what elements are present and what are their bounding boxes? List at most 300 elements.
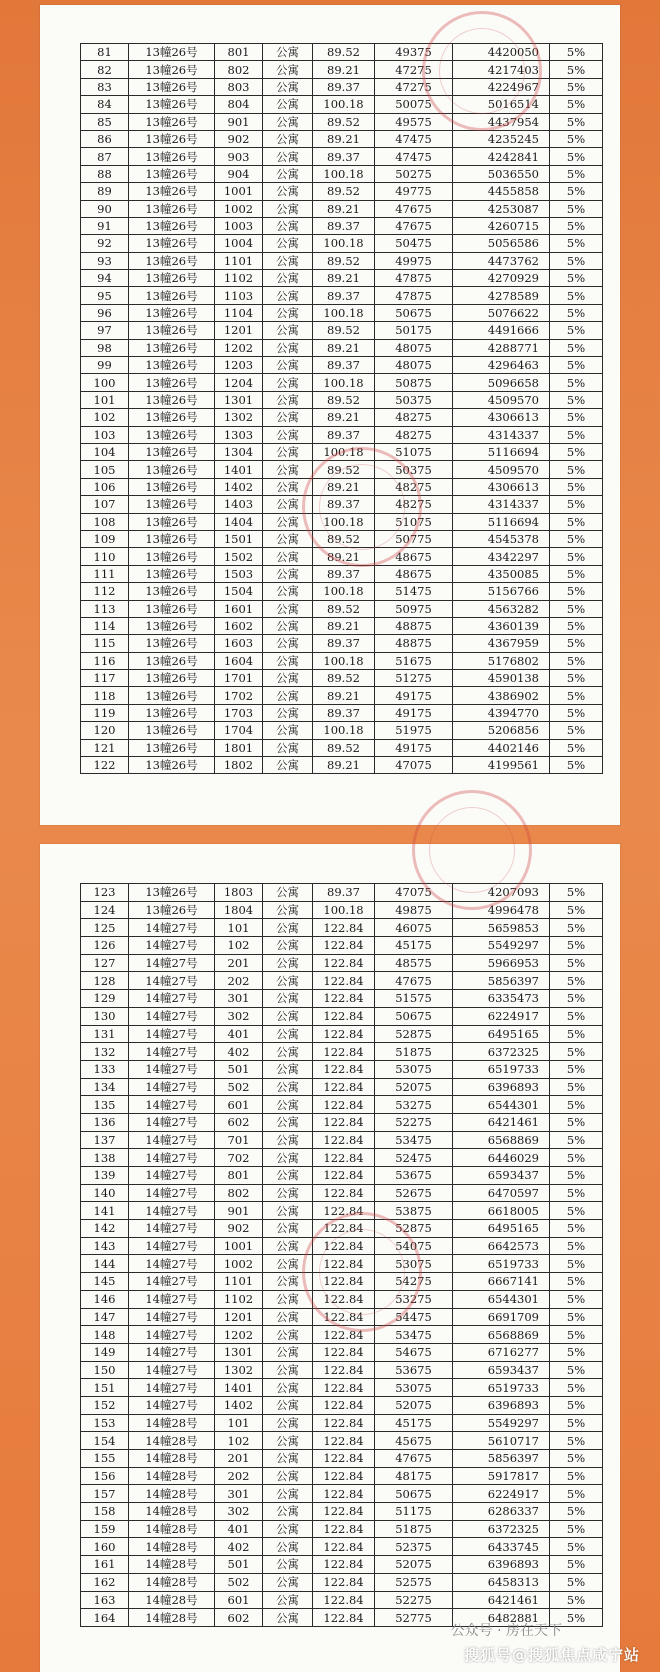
cell-room-number: 1601: [215, 600, 263, 617]
cell-area: 122.84: [313, 1131, 375, 1149]
cell-row-number: 115: [81, 635, 129, 652]
cell-property-type: 公寓: [263, 443, 313, 460]
cell-property-type: 公寓: [263, 600, 313, 617]
cell-discount: 5%: [550, 130, 603, 147]
cell-building-unit: 13幢26号: [129, 565, 215, 582]
cell-room-number: 802: [215, 61, 263, 78]
cell-discount: 5%: [550, 200, 603, 217]
cell-discount: 5%: [550, 1308, 603, 1326]
table-row: [81, 374, 603, 391]
table-row: [81, 148, 603, 165]
cell-room-number: 502: [215, 1078, 263, 1096]
cell-building-unit: 14幢27号: [129, 1379, 215, 1397]
cell-discount: 5%: [550, 1007, 603, 1025]
cell-row-number: 95: [81, 287, 129, 304]
cell-property-type: 公寓: [263, 339, 313, 356]
cell-row-number: 153: [81, 1414, 129, 1432]
cell-total-price: 6396893: [453, 1396, 550, 1414]
table-row: [81, 513, 603, 530]
cell-building-unit: 14幢28号: [129, 1573, 215, 1591]
cell-room-number: 101: [215, 919, 263, 937]
cell-unit-price: 49175: [375, 739, 453, 756]
cell-property-type: 公寓: [263, 113, 313, 130]
table-row: [81, 1060, 603, 1078]
cell-area: 89.37: [313, 635, 375, 652]
cell-area: 122.84: [313, 1503, 375, 1521]
cell-unit-price: 50875: [375, 374, 453, 391]
cell-property-type: 公寓: [263, 44, 313, 61]
cell-building-unit: 14幢27号: [129, 1007, 215, 1025]
cell-total-price: 5116694: [453, 513, 550, 530]
cell-row-number: 157: [81, 1485, 129, 1503]
cell-property-type: 公寓: [263, 200, 313, 217]
cell-area: 89.21: [313, 130, 375, 147]
cell-room-number: 902: [215, 1220, 263, 1238]
table-row: [81, 1485, 603, 1503]
cell-area: 89.52: [313, 322, 375, 339]
cell-row-number: 134: [81, 1078, 129, 1096]
cell-discount: 5%: [550, 739, 603, 756]
cell-total-price: 6495165: [453, 1220, 550, 1238]
cell-row-number: 150: [81, 1361, 129, 1379]
table-row: [81, 919, 603, 937]
cell-row-number: 128: [81, 972, 129, 990]
cell-row-number: 162: [81, 1573, 129, 1591]
cell-property-type: 公寓: [263, 1237, 313, 1255]
cell-area: 122.84: [313, 990, 375, 1008]
cell-area: 89.52: [313, 44, 375, 61]
cell-building-unit: 14幢28号: [129, 1556, 215, 1574]
cell-discount: 5%: [550, 1379, 603, 1397]
cell-room-number: 1104: [215, 304, 263, 321]
cell-row-number: 159: [81, 1520, 129, 1538]
cell-row-number: 138: [81, 1149, 129, 1167]
cell-property-type: 公寓: [263, 1220, 313, 1238]
cell-building-unit: 13幢26号: [129, 722, 215, 739]
cell-area: 122.84: [313, 1043, 375, 1061]
cell-property-type: 公寓: [263, 1131, 313, 1149]
cell-total-price: 4394770: [453, 704, 550, 721]
cell-building-unit: 13幢26号: [129, 165, 215, 182]
table-row: [81, 1184, 603, 1202]
table-row: [81, 391, 603, 408]
table-row: [81, 165, 603, 182]
cell-discount: 5%: [550, 461, 603, 478]
cell-unit-price: 52875: [375, 1025, 453, 1043]
cell-room-number: 1201: [215, 322, 263, 339]
cell-discount: 5%: [550, 1361, 603, 1379]
cell-discount: 5%: [550, 1414, 603, 1432]
cell-room-number: 502: [215, 1573, 263, 1591]
cell-building-unit: 14幢27号: [129, 1025, 215, 1043]
cell-room-number: 901: [215, 113, 263, 130]
cell-property-type: 公寓: [263, 901, 313, 919]
cell-total-price: 6470597: [453, 1184, 550, 1202]
cell-property-type: 公寓: [263, 617, 313, 634]
cell-room-number: 202: [215, 1467, 263, 1485]
cell-property-type: 公寓: [263, 1167, 313, 1185]
cell-area: 89.52: [313, 391, 375, 408]
cell-area: 122.84: [313, 1538, 375, 1556]
cell-discount: 5%: [550, 78, 603, 95]
table-row: [81, 722, 603, 739]
cell-room-number: 1204: [215, 374, 263, 391]
cell-area: 89.52: [313, 530, 375, 547]
cell-building-unit: 13幢26号: [129, 461, 215, 478]
cell-discount: 5%: [550, 687, 603, 704]
cell-area: 122.84: [313, 1167, 375, 1185]
cell-property-type: 公寓: [263, 1396, 313, 1414]
cell-row-number: 151: [81, 1379, 129, 1397]
cell-building-unit: 14幢27号: [129, 937, 215, 955]
cell-row-number: 154: [81, 1432, 129, 1450]
cell-building-unit: 13幢26号: [129, 374, 215, 391]
cell-building-unit: 14幢27号: [129, 1096, 215, 1114]
cell-row-number: 82: [81, 61, 129, 78]
cell-unit-price: 51575: [375, 990, 453, 1008]
cell-room-number: 904: [215, 165, 263, 182]
table-row: [81, 1096, 603, 1114]
table-row: [81, 1131, 603, 1149]
cell-row-number: 110: [81, 548, 129, 565]
cell-property-type: 公寓: [263, 148, 313, 165]
cell-unit-price: 48275: [375, 409, 453, 426]
cell-room-number: 401: [215, 1025, 263, 1043]
cell-building-unit: 13幢26号: [129, 704, 215, 721]
cell-unit-price: 47075: [375, 757, 453, 774]
table-row: [81, 1202, 603, 1220]
cell-area: 89.37: [313, 496, 375, 513]
cell-building-unit: 14幢27号: [129, 1131, 215, 1149]
cell-building-unit: 13幢26号: [129, 235, 215, 252]
cell-total-price: 5610717: [453, 1432, 550, 1450]
table-row: [81, 1538, 603, 1556]
cell-unit-price: 48675: [375, 548, 453, 565]
cell-row-number: 125: [81, 919, 129, 937]
table-row: [81, 287, 603, 304]
cell-area: 122.84: [313, 972, 375, 990]
cell-building-unit: 14幢27号: [129, 1237, 215, 1255]
cell-property-type: 公寓: [263, 1078, 313, 1096]
cell-total-price: 6642573: [453, 1237, 550, 1255]
cell-row-number: 96: [81, 304, 129, 321]
cell-unit-price: 49175: [375, 687, 453, 704]
table-row: [81, 44, 603, 61]
table-row: [81, 617, 603, 634]
cell-area: 122.84: [313, 1290, 375, 1308]
cell-room-number: 401: [215, 1520, 263, 1538]
cell-total-price: 4342297: [453, 548, 550, 565]
cell-total-price: 6335473: [453, 990, 550, 1008]
cell-total-price: 4455858: [453, 183, 550, 200]
cell-property-type: 公寓: [263, 1609, 313, 1627]
cell-row-number: 114: [81, 617, 129, 634]
cell-discount: 5%: [550, 426, 603, 443]
cell-unit-price: 48675: [375, 565, 453, 582]
cell-discount: 5%: [550, 1432, 603, 1450]
cell-discount: 5%: [550, 583, 603, 600]
cell-total-price: 5036550: [453, 165, 550, 182]
cell-room-number: 501: [215, 1556, 263, 1574]
cell-building-unit: 13幢26号: [129, 757, 215, 774]
cell-row-number: 109: [81, 530, 129, 547]
cell-property-type: 公寓: [263, 937, 313, 955]
cell-building-unit: 13幢26号: [129, 739, 215, 756]
cell-total-price: 6286337: [453, 1503, 550, 1521]
cell-room-number: 1304: [215, 443, 263, 460]
cell-area: 122.84: [313, 1255, 375, 1273]
cell-room-number: 1201: [215, 1308, 263, 1326]
table-row: [81, 1220, 603, 1238]
cell-row-number: 144: [81, 1255, 129, 1273]
cell-property-type: 公寓: [263, 652, 313, 669]
cell-discount: 5%: [550, 1167, 603, 1185]
cell-unit-price: 48875: [375, 635, 453, 652]
cell-row-number: 86: [81, 130, 129, 147]
cell-discount: 5%: [550, 44, 603, 61]
cell-property-type: 公寓: [263, 1432, 313, 1450]
cell-total-price: 4278589: [453, 287, 550, 304]
cell-discount: 5%: [550, 635, 603, 652]
cell-area: 122.84: [313, 1326, 375, 1344]
cell-building-unit: 14幢28号: [129, 1485, 215, 1503]
cell-discount: 5%: [550, 1220, 603, 1238]
cell-room-number: 1604: [215, 652, 263, 669]
cell-unit-price: 47475: [375, 130, 453, 147]
cell-property-type: 公寓: [263, 548, 313, 565]
cell-total-price: 6421461: [453, 1591, 550, 1609]
cell-building-unit: 13幢26号: [129, 617, 215, 634]
cell-building-unit: 14幢27号: [129, 1290, 215, 1308]
cell-room-number: 302: [215, 1007, 263, 1025]
cell-property-type: 公寓: [263, 919, 313, 937]
cell-total-price: 4270929: [453, 270, 550, 287]
cell-property-type: 公寓: [263, 583, 313, 600]
cell-total-price: 5206856: [453, 722, 550, 739]
cell-discount: 5%: [550, 1591, 603, 1609]
cell-total-price: 4996478: [453, 901, 550, 919]
cell-total-price: 6667141: [453, 1273, 550, 1291]
cell-unit-price: 51975: [375, 722, 453, 739]
table-row: [81, 635, 603, 652]
cell-room-number: 1301: [215, 391, 263, 408]
cell-property-type: 公寓: [263, 1485, 313, 1503]
cell-property-type: 公寓: [263, 409, 313, 426]
cell-unit-price: 52075: [375, 1078, 453, 1096]
cell-room-number: 1704: [215, 722, 263, 739]
table-row: [81, 1273, 603, 1291]
cell-discount: 5%: [550, 478, 603, 495]
cell-property-type: 公寓: [263, 270, 313, 287]
cell-discount: 5%: [550, 287, 603, 304]
cell-room-number: 1703: [215, 704, 263, 721]
cell-area: 89.21: [313, 687, 375, 704]
cell-row-number: 119: [81, 704, 129, 721]
cell-total-price: 4509570: [453, 461, 550, 478]
cell-row-number: 117: [81, 670, 129, 687]
cell-area: 89.37: [313, 217, 375, 234]
cell-area: 122.84: [313, 1237, 375, 1255]
table-row: [81, 652, 603, 669]
cell-room-number: 1504: [215, 583, 263, 600]
cell-row-number: 121: [81, 739, 129, 756]
cell-property-type: 公寓: [263, 391, 313, 408]
cell-row-number: 91: [81, 217, 129, 234]
cell-row-number: 139: [81, 1167, 129, 1185]
cell-building-unit: 14幢27号: [129, 1396, 215, 1414]
cell-area: 89.37: [313, 287, 375, 304]
cell-row-number: 85: [81, 113, 129, 130]
cell-total-price: 5096658: [453, 374, 550, 391]
cell-area: 89.37: [313, 884, 375, 902]
cell-area: 89.21: [313, 409, 375, 426]
cell-total-price: 6372325: [453, 1520, 550, 1538]
cell-unit-price: 47275: [375, 78, 453, 95]
cell-property-type: 公寓: [263, 757, 313, 774]
cell-room-number: 1003: [215, 217, 263, 234]
cell-area: 122.84: [313, 1591, 375, 1609]
cell-total-price: 6446029: [453, 1149, 550, 1167]
cell-property-type: 公寓: [263, 96, 313, 113]
cell-unit-price: 47875: [375, 270, 453, 287]
cell-row-number: 90: [81, 200, 129, 217]
cell-discount: 5%: [550, 704, 603, 721]
cell-total-price: 6396893: [453, 1556, 550, 1574]
cell-total-price: 6519733: [453, 1379, 550, 1397]
cell-unit-price: 54475: [375, 1308, 453, 1326]
cell-row-number: 102: [81, 409, 129, 426]
cell-total-price: 4306613: [453, 478, 550, 495]
cell-unit-price: 50175: [375, 322, 453, 339]
cell-discount: 5%: [550, 148, 603, 165]
cell-row-number: 135: [81, 1096, 129, 1114]
cell-building-unit: 14幢27号: [129, 1043, 215, 1061]
cell-property-type: 公寓: [263, 461, 313, 478]
cell-row-number: 149: [81, 1343, 129, 1361]
cell-total-price: 4253087: [453, 200, 550, 217]
cell-room-number: 702: [215, 1149, 263, 1167]
cell-room-number: 1701: [215, 670, 263, 687]
table-row: [81, 217, 603, 234]
cell-discount: 5%: [550, 757, 603, 774]
cell-total-price: 6421461: [453, 1113, 550, 1131]
cell-area: 122.84: [313, 919, 375, 937]
cell-building-unit: 13幢26号: [129, 687, 215, 704]
cell-discount: 5%: [550, 954, 603, 972]
table-row: [81, 113, 603, 130]
cell-unit-price: 50675: [375, 1485, 453, 1503]
table-row: [81, 1167, 603, 1185]
cell-property-type: 公寓: [263, 513, 313, 530]
cell-room-number: 1302: [215, 409, 263, 426]
cell-property-type: 公寓: [263, 530, 313, 547]
cell-property-type: 公寓: [263, 304, 313, 321]
cell-building-unit: 13幢26号: [129, 148, 215, 165]
table-row: [81, 1290, 603, 1308]
cell-property-type: 公寓: [263, 1326, 313, 1344]
cell-unit-price: 53475: [375, 1131, 453, 1149]
cell-unit-price: 49975: [375, 252, 453, 269]
cell-building-unit: 14幢27号: [129, 1308, 215, 1326]
cell-room-number: 1802: [215, 757, 263, 774]
cell-building-unit: 13幢26号: [129, 478, 215, 495]
cell-area: 122.84: [313, 1025, 375, 1043]
cell-total-price: 4367959: [453, 635, 550, 652]
cell-discount: 5%: [550, 513, 603, 530]
cell-row-number: 148: [81, 1326, 129, 1344]
table-row: [81, 1237, 603, 1255]
cell-row-number: 142: [81, 1220, 129, 1238]
cell-room-number: 803: [215, 78, 263, 95]
cell-area: 122.84: [313, 1308, 375, 1326]
cell-discount: 5%: [550, 1485, 603, 1503]
cell-total-price: 4402146: [453, 739, 550, 756]
cell-area: 89.52: [313, 461, 375, 478]
cell-discount: 5%: [550, 937, 603, 955]
cell-total-price: 5016514: [453, 96, 550, 113]
cell-discount: 5%: [550, 270, 603, 287]
cell-total-price: 6544301: [453, 1096, 550, 1114]
cell-room-number: 1702: [215, 687, 263, 704]
cell-total-price: 4306613: [453, 409, 550, 426]
cell-unit-price: 50275: [375, 165, 453, 182]
cell-building-unit: 14幢28号: [129, 1450, 215, 1468]
cell-unit-price: 48175: [375, 1467, 453, 1485]
cell-unit-price: 52575: [375, 1573, 453, 1591]
cell-unit-price: 48075: [375, 339, 453, 356]
cell-room-number: 202: [215, 972, 263, 990]
cell-discount: 5%: [550, 339, 603, 356]
cell-row-number: 116: [81, 652, 129, 669]
cell-property-type: 公寓: [263, 1361, 313, 1379]
cell-area: 89.37: [313, 148, 375, 165]
cell-discount: 5%: [550, 901, 603, 919]
cell-unit-price: 50075: [375, 96, 453, 113]
cell-area: 122.84: [313, 1078, 375, 1096]
cell-unit-price: 47675: [375, 217, 453, 234]
cell-row-number: 145: [81, 1273, 129, 1291]
cell-discount: 5%: [550, 1538, 603, 1556]
table-row: [81, 200, 603, 217]
cell-area: 89.52: [313, 600, 375, 617]
cell-unit-price: 53675: [375, 1167, 453, 1185]
cell-total-price: 4350085: [453, 565, 550, 582]
cell-total-price: 5156766: [453, 583, 550, 600]
cell-discount: 5%: [550, 1078, 603, 1096]
cell-total-price: 6568869: [453, 1131, 550, 1149]
cell-room-number: 1503: [215, 565, 263, 582]
cell-property-type: 公寓: [263, 990, 313, 1008]
cell-room-number: 101: [215, 1414, 263, 1432]
cell-room-number: 1001: [215, 1237, 263, 1255]
cell-area: 122.84: [313, 1432, 375, 1450]
cell-area: 100.18: [313, 722, 375, 739]
cell-row-number: 147: [81, 1308, 129, 1326]
cell-row-number: 136: [81, 1113, 129, 1131]
cell-unit-price: 52675: [375, 1184, 453, 1202]
cell-row-number: 101: [81, 391, 129, 408]
cell-room-number: 1101: [215, 1273, 263, 1291]
cell-area: 122.84: [313, 1450, 375, 1468]
cell-property-type: 公寓: [263, 1025, 313, 1043]
table-row: [81, 235, 603, 252]
cell-total-price: 6593437: [453, 1361, 550, 1379]
table-row: [81, 757, 603, 774]
cell-unit-price: 48075: [375, 357, 453, 374]
cell-row-number: 104: [81, 443, 129, 460]
cell-building-unit: 13幢26号: [129, 652, 215, 669]
cell-building-unit: 13幢26号: [129, 44, 215, 61]
